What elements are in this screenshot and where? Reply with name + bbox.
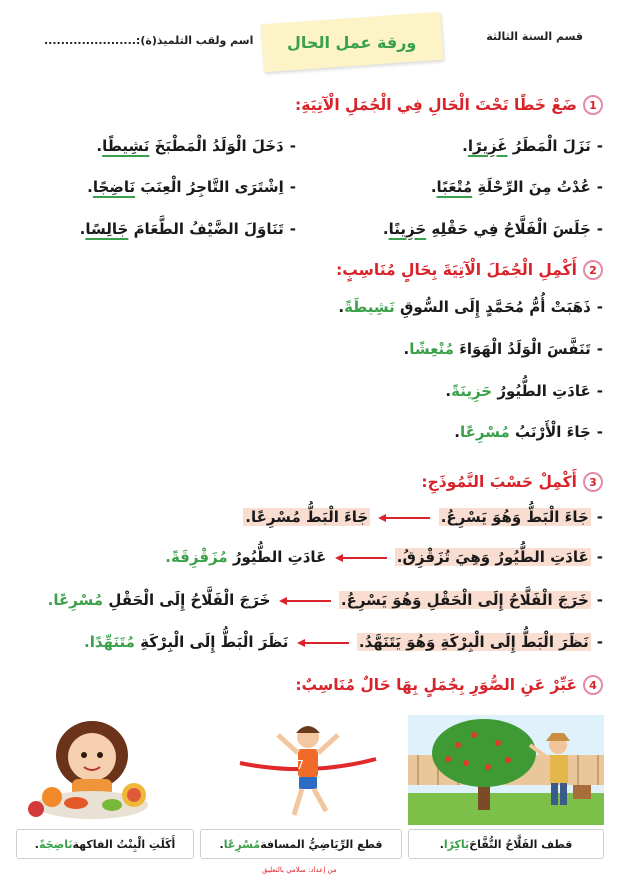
completion-answer: نَشِيطَةً: [344, 298, 395, 316]
section-1-heading: [295, 95, 603, 115]
worksheet-title-banner: [261, 12, 444, 72]
arrow-left-icon: [279, 596, 331, 606]
class-level: قسم السنة الثالثة: [486, 30, 583, 43]
completion-answer: مُسْرِعًا: [459, 423, 510, 441]
section-4-heading: [295, 675, 603, 695]
completion-answer: مُنْعِشًا: [409, 340, 454, 358]
s2-line-2: -تَنَفَّسَ الْوَلَدُ الْهَوَاءَ مُنْعِشًا.: [403, 340, 603, 358]
section-3-number: 3: [583, 472, 603, 492]
hal-answer: غَزِيرًا: [467, 137, 508, 155]
caption-runner: قطع الرِّيَاضِيُّ المسافة مُسْرِعًا .: [200, 829, 402, 859]
s3-row-2: -عَادَتِ الطُّيُورُ وَهِيَ تُزَقْزِقُ. عَادَتِ الطُّيُورُ مُزَقْزِقَةً.: [165, 548, 603, 566]
hal-answer: نَاضِجًا: [92, 178, 136, 196]
section-1-number: 1: [583, 95, 603, 115]
s2-line-4: -جَاءَ الْأَرْنَبُ مُسْرِعًا.: [454, 423, 603, 441]
section-1-title: ضَعْ خَطًا تَحْتَ الْحَالِ فِي الْجُمَلِ الْآتِيَةِ:: [295, 96, 577, 114]
hal-answer: حَزِينًا: [388, 220, 427, 238]
caption-answer: بَاكِرًا: [443, 837, 470, 851]
svg-text:7: 7: [296, 758, 304, 772]
student-name-field[interactable]: اسم ولقب التلميذ(ة):......................: [44, 34, 254, 47]
runner-finish-line-picture: [238, 715, 378, 825]
caption-answer: مُسْرِعًا: [223, 837, 261, 851]
section-2-number: 2: [583, 260, 603, 280]
arrow-left-icon: [378, 513, 430, 523]
s1-row-3-left: -تَنَاوَلَ الضَّيْفُ الطَّعَامَ جَالِسًا.: [79, 220, 296, 238]
author-credit: من إعداد: سلامي بالتعليق: [262, 866, 337, 874]
caption-farmer: قطف الفَلَّاحُ التُّفَّاحَ بَاكِرًا .: [408, 829, 604, 859]
s3-row-3: -خَرَجَ الْفَلَّاحُ إِلَى الْحَقْلِ وَهُوَ يَسْرِعُ. خَرَجَ الْفَلَّاحُ إِلَى الْحَقْلِ مُسْرِعًا.: [47, 591, 603, 609]
section-3-heading: [421, 472, 603, 492]
arrow-left-icon: [335, 553, 387, 563]
s1-row-2-left: -اِشْتَرَى التَّاجِرُ الْعِنَبَ نَاضِجًا.: [87, 178, 296, 196]
s2-line-1: -ذَهَبَتْ أُمُّ مُحَمَّدٍ إِلَى السُّوقِ نَشِيطَةً.: [338, 298, 603, 316]
arrow-left-icon: [297, 638, 349, 648]
caption-girl: أَكَلَتِ الْبِنْتُ الفاكهة نَاضِجَةً .: [16, 829, 194, 859]
model-answer: مُزَقْزِقَةً.: [165, 548, 228, 566]
model-answer: مُتَنَهِّدًا.: [84, 633, 135, 651]
section-4-number: 4: [583, 675, 603, 695]
section-3-title: أَكْمِلْ حَسْبَ النَّمُوذَجِ:: [421, 473, 577, 491]
section-2-title: أَكْمِلِ الْجُمَلَ الْآتِيَةَ بِحَالٍ مُنَاسِبٍ:: [336, 261, 577, 279]
s3-row-4: -نَظَرَ الْبَطُّ إِلَى الْبِرْكَةِ وَهُوَ يَتَنَهَّدُ. نَظَرَ الْبَطُّ إِلَى الْبِرْكَةِ مُتَنَهِّدًا.: [84, 633, 603, 651]
s1-row-2-right: -عُدْتُ مِنَ الرِّحْلَةِ مُتْعَبًا.: [430, 178, 603, 196]
section-2-heading: [336, 260, 603, 280]
farmer-apple-tree-picture: [408, 715, 604, 825]
s3-row-1: -جَاءَ الْبَطُّ وَهُوَ يَسْرِعُ. جَاءَ الْبَطُّ مُسْرِعًا.: [245, 508, 603, 526]
girl-eating-fruit-picture: [16, 715, 174, 825]
worksheet-title: ورقة عمل الحال: [287, 32, 417, 52]
completion-answer: حَزِينَةً: [451, 382, 493, 400]
hal-answer: جَالِسًا: [85, 220, 129, 238]
s1-row-3-right: -جَلَسَ الْفَلَّاحُ فِي حَقْلِهِ حَزِينًا.: [382, 220, 603, 238]
hal-answer: نَشِيطًا: [102, 137, 150, 155]
s1-row-1-right: -نَزَلَ الْمَطَرُ غَزِيرًا.: [462, 137, 603, 155]
s1-row-1-left: -دَخَلَ الْوَلَدُ الْمَطْبَخَ نَشِيطًا.: [96, 137, 296, 155]
s2-line-3: -عَادَتِ الطُّيُورُ حَزِينَةً.: [445, 382, 603, 400]
model-answer: مُسْرِعًا.: [47, 591, 104, 609]
hal-answer: مُتْعَبًا: [436, 178, 473, 196]
section-4-title: عَبِّرْ عَنِ الصُّوَرِ بِجُمَلٍ بِهَا حَالٌ مُنَاسِبٌ:: [295, 676, 577, 694]
caption-answer: نَاضِجَةً: [38, 837, 73, 851]
